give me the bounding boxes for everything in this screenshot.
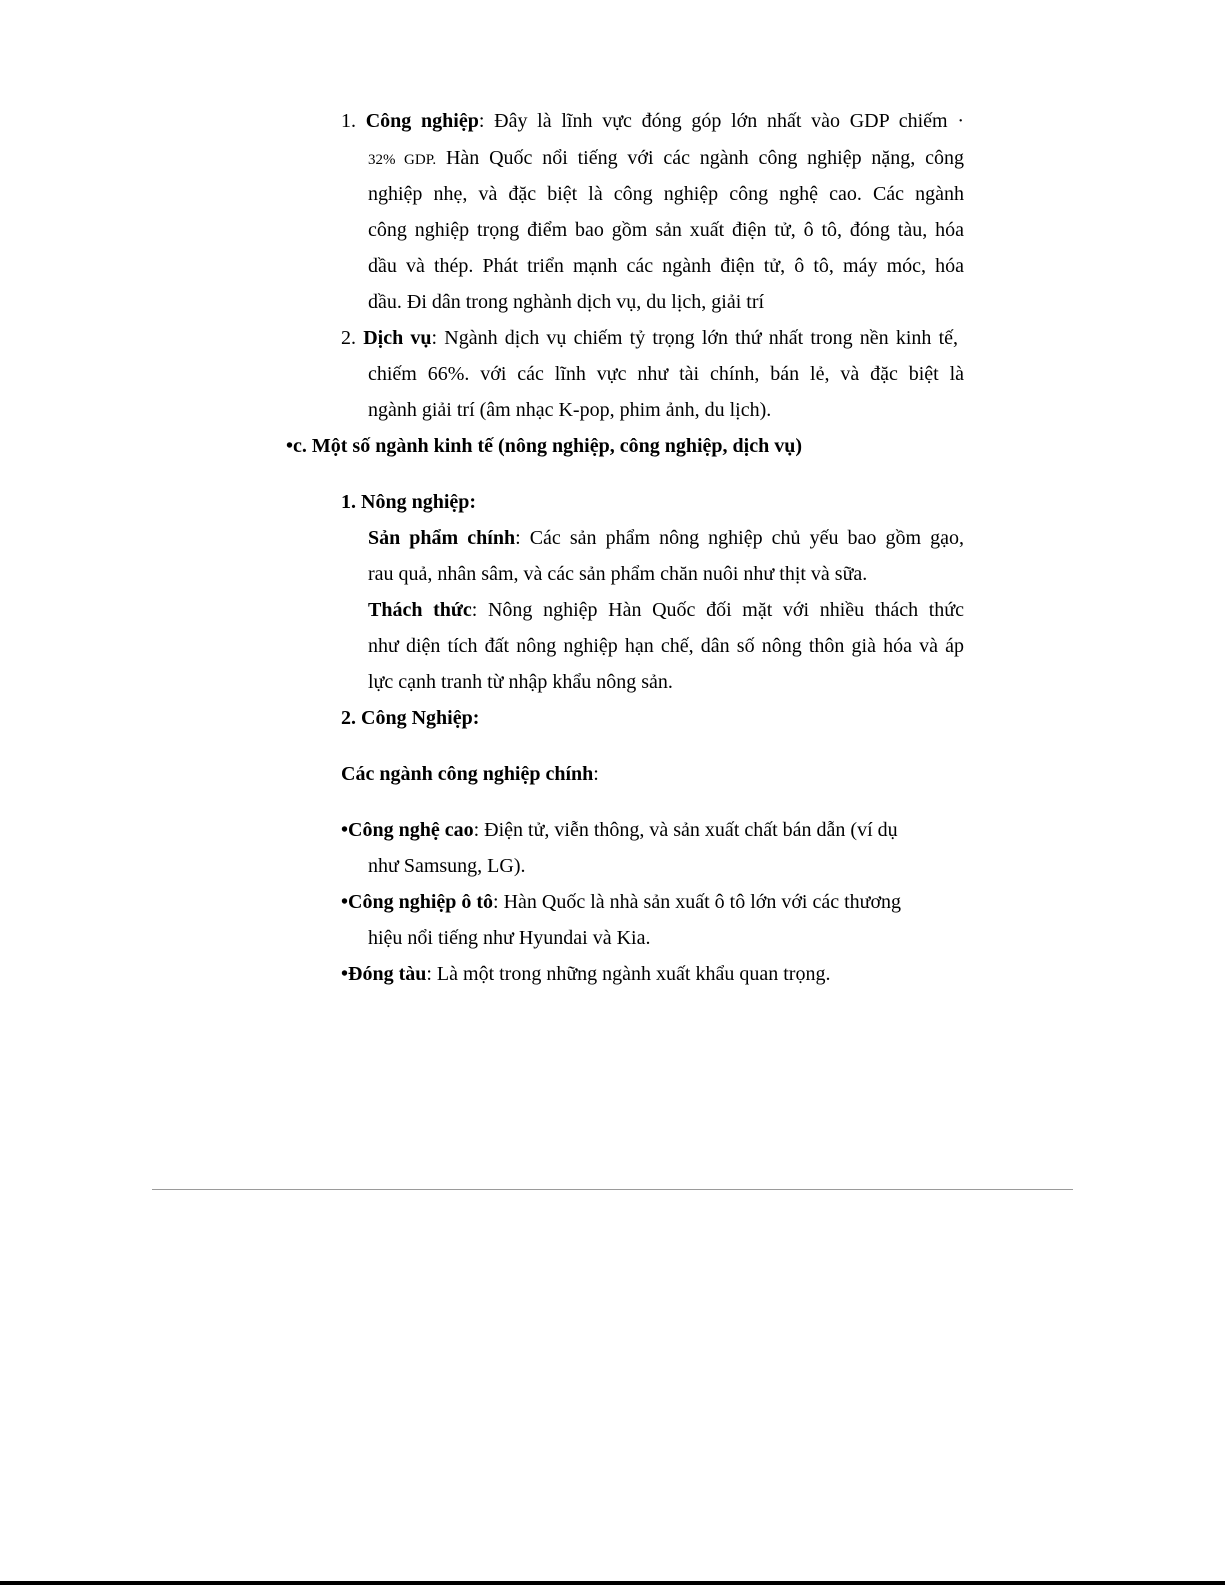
item-text: : Đây là lĩnh vực đóng góp lớn nhất vào GDP chiếm · — [478, 110, 964, 132]
services-item-line-3: ngành giải trí (âm nhạc K-pop, phim ảnh, du lịch). — [368, 399, 772, 421]
bullet-label: •Đóng tàu — [341, 963, 427, 985]
item-number: 1. — [341, 110, 356, 132]
agriculture-products-line-1 — [368, 526, 964, 550]
bullet-text: : Điện tử, viễn thông, và sản xuất chất bán dẫn (ví dụ — [473, 819, 898, 841]
bullet-automotive-line-2: hiệu nổi tiếng như Hyundai và Kia. — [368, 927, 651, 949]
bullet-shipbuilding-line-1 — [341, 962, 830, 986]
bullet-label: •Công nghiệp ô tô — [341, 891, 494, 913]
item-label: Dịch vụ — [363, 327, 432, 349]
challenges-label: Thách thức — [368, 599, 472, 621]
bottom-edge-bar — [0, 1581, 1225, 1585]
agriculture-title: 1. Nông nghiệp: — [341, 491, 477, 513]
services-item-line-2: chiếm 66%. với các lĩnh vực như tài chính, bán lẻ, và đặc biệt là — [368, 363, 964, 385]
bullet-text: : Là một trong những ngành xuất khẩu quan trọng. — [426, 963, 831, 985]
bullet-high-tech-line-2: như Samsung, LG). — [368, 855, 526, 877]
industry-item-line-1 — [341, 109, 964, 133]
gdp-share-text: 32% GDP. — [368, 152, 437, 168]
bullet-text: : Hàn Quốc là nhà sản xuất ô tô lớn với các thương — [493, 891, 902, 913]
agriculture-challenges-line-3: lực cạnh tranh từ nhập khẩu nông sản. — [368, 671, 673, 693]
industry-item-line-2 — [368, 146, 964, 172]
industry-item-line-3: nghiệp nhẹ, và đặc biệt là công nghiệp công nghệ cao. Các ngành — [368, 183, 964, 205]
main-industries-heading — [341, 762, 599, 786]
products-label: Sản phẩm chính — [368, 527, 516, 549]
agriculture-products-line-2: rau quả, nhân sâm, và các sản phẩm chăn nuôi như thịt và sữa. — [368, 563, 868, 585]
page-divider — [152, 1189, 1073, 1190]
services-item-line-1 — [341, 326, 958, 350]
agriculture-challenges-line-2: như diện tích đất nông nghiệp hạn chế, dân số nông thôn già hóa và áp — [368, 635, 964, 657]
bullet-high-tech-line-1 — [341, 818, 898, 842]
section-c-heading: •c. Một số ngành kinh tế (nông nghiệp, công nghiệp, dịch vụ) — [286, 435, 803, 457]
industry-item-line-6: dầu. Đi dân trong nghành dịch vụ, du lịch, giải trí — [368, 291, 765, 313]
industry-title: 2. Công Nghiệp: — [341, 707, 480, 729]
industry-item-line-4: công nghiệp trọng điểm bao gồm sản xuất điện tử, ô tô, đóng tàu, hóa — [368, 219, 964, 241]
main-industries-colon: : — [593, 763, 599, 785]
item-label: Công nghiệp — [365, 110, 479, 132]
bullet-label: •Công nghệ cao — [341, 819, 474, 841]
agriculture-challenges-line-1 — [368, 598, 964, 622]
bullet-automotive-line-1 — [341, 890, 901, 914]
item-text: Hàn Quốc nổi tiếng với các ngành công nghiệp nặng, công — [436, 147, 964, 169]
industry-item-line-5: dầu và thép. Phát triển mạnh các ngành điện tử, ô tô, máy móc, hóa — [368, 255, 964, 277]
challenges-text: : Nông nghiệp Hàn Quốc đối mặt với nhiều thách thức — [471, 599, 965, 621]
main-industries-label: Các ngành công nghiệp chính — [341, 763, 594, 785]
products-text: : Các sản phẩm nông nghiệp chủ yếu bao gồm gạo, — [515, 527, 964, 549]
item-text: : Ngành dịch vụ chiếm tỷ trọng lớn thứ nhất trong nền kinh tế, — [431, 327, 959, 349]
item-number: 2. — [341, 327, 356, 349]
